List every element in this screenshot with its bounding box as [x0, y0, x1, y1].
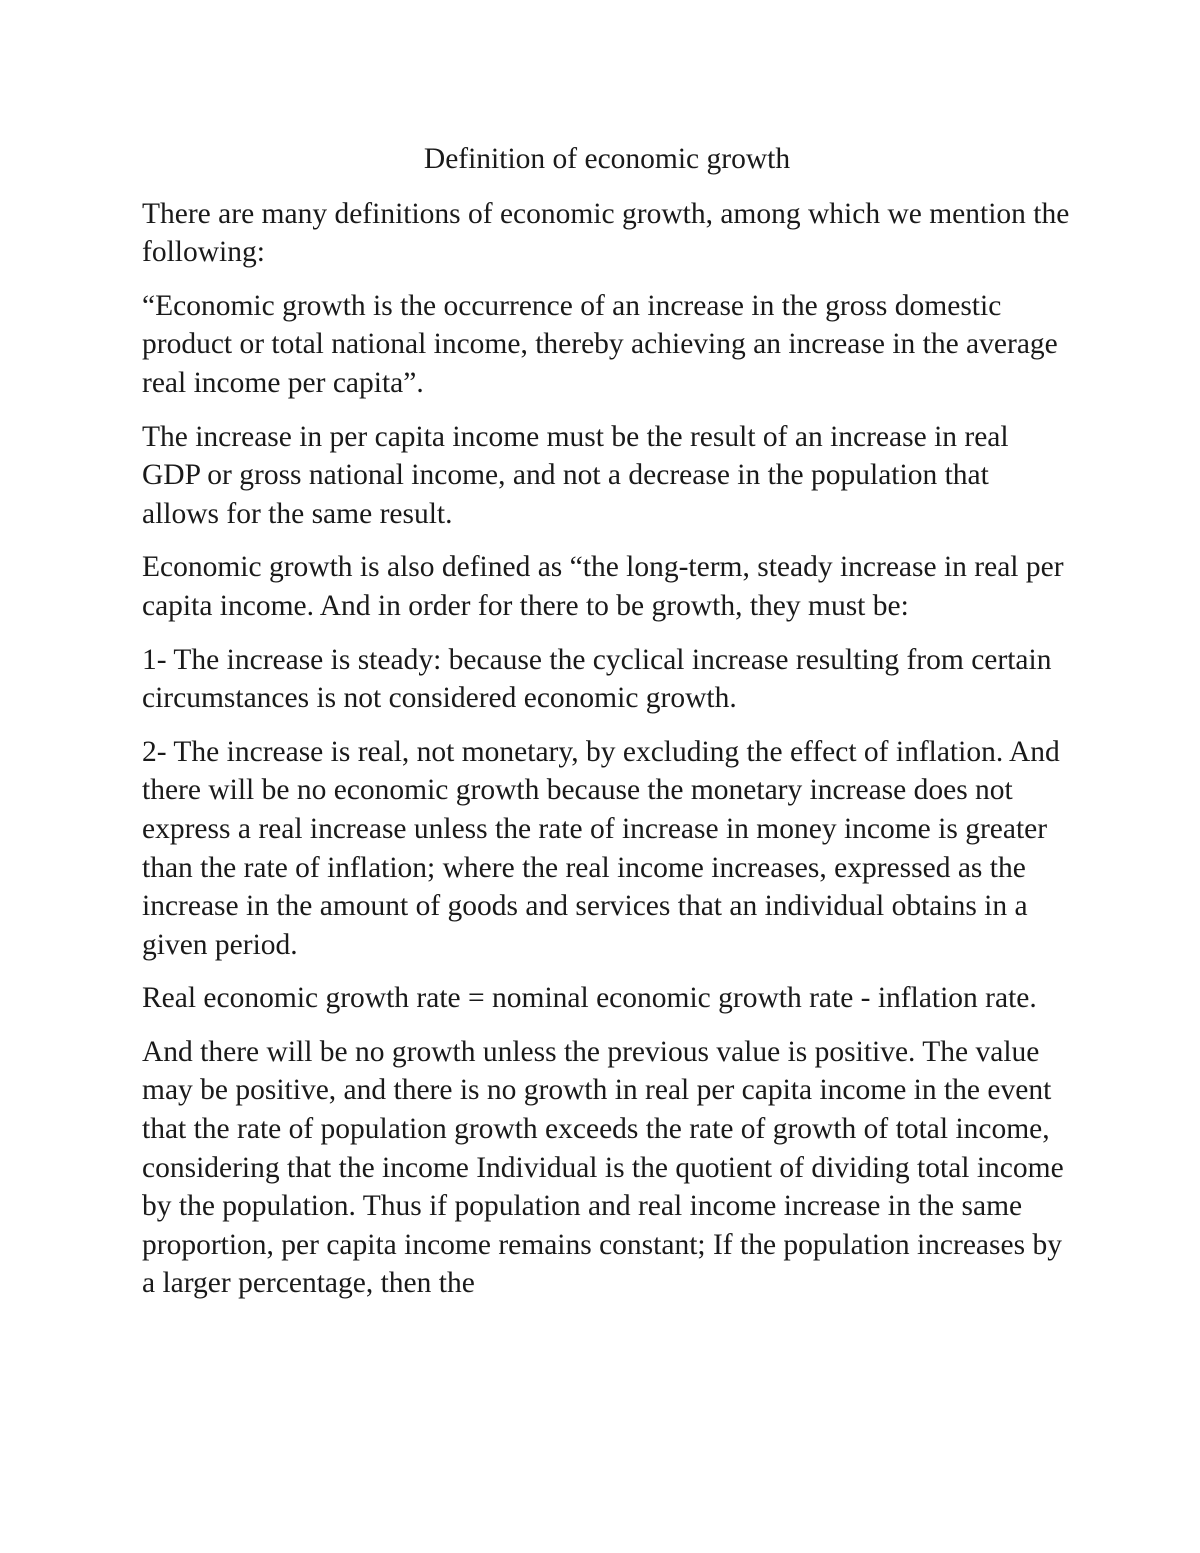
paragraph-condition-real: 2- The increase is real, not monetary, by excluding the effect of inflation. And there will be no economic growth because the monetary increase does not express a real increase unless the rate of increase in money income is greater than the rate of inflation; where the real income increases, expressed as the increase in the amount of goods and services that an individual obtains in a given period. — [142, 735, 1060, 961]
paragraph-intro: There are many definitions of economic growth, among which we mention the following: — [142, 197, 1070, 269]
paragraph-definition-quote: “Economic growth is the occurrence of an increase in the gross domestic product or total national income, thereby achieving an increase in the average real income per capita”. — [142, 289, 1058, 399]
paragraph-condition-steady: 1- The increase is steady: because the cyclical increase resulting from certain circumstances is not considered economic growth. — [142, 643, 1052, 715]
paragraph-population-growth: And there will be no growth unless the previous value is positive. The value may be positive, and there is no growth in real per capita income in the event that the rate of population growth exceeds the rate of growth of total income, considering that the income Individual is the quotient of dividing total income by the population. Thus if population and real income increase in the same proportion, per capita income remains constant; If the population increases by a larger percentage, then the — [142, 1035, 1064, 1300]
paragraph-long-term-definition: Economic growth is also defined as “the long-term, steady increase in real per capita income. And in order for there to be growth, they must be: — [142, 551, 1064, 622]
document-body — [142, 140, 1072, 1318]
document-title: Definition of economic growth — [423, 143, 791, 175]
paragraph-formula: Real economic growth rate = nominal economic growth rate - inflation rate. — [142, 982, 1037, 1015]
paragraph-per-capita: The increase in per capita income must be the result of an increase in real GDP or gross national income, and not a decrease in the population that allows for the same result. — [142, 420, 1009, 530]
